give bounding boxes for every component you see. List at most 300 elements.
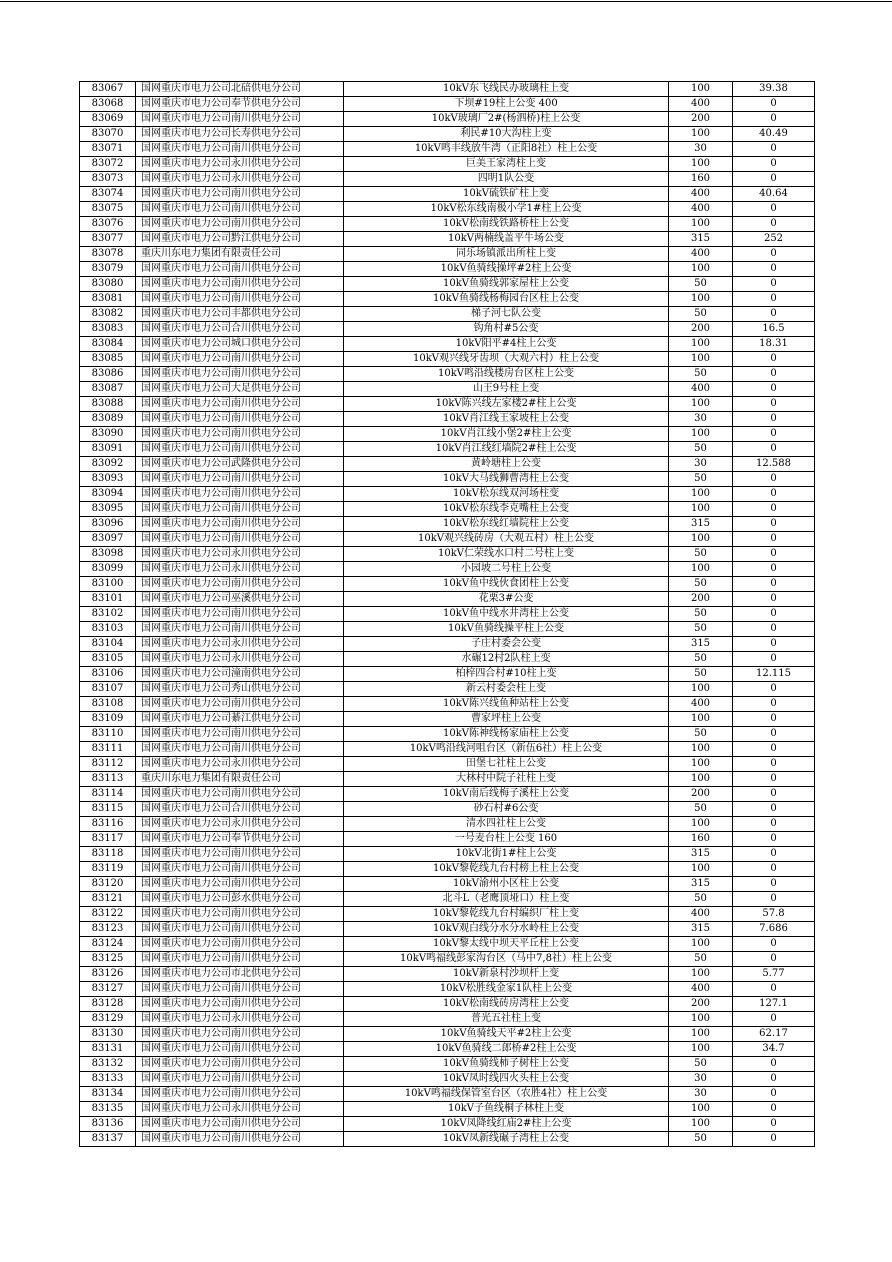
table-row	[80, 367, 815, 382]
company-cell: 国网重庆市电力公司綦江供电分公司	[136, 712, 344, 727]
value-cell: 0	[733, 382, 815, 397]
transformer-name-cell: 10kV黎乾线九台村榜上柱上公变	[344, 862, 669, 877]
row-id-cell: 83075	[80, 202, 136, 217]
row-id-cell: 83110	[80, 727, 136, 742]
value-cell: 0	[733, 247, 815, 262]
company-cell: 国网重庆市电力公司南川供电分公司	[136, 622, 344, 637]
company-cell: 国网重庆市电力公司长寿供电分公司	[136, 127, 344, 142]
capacity-cell: 50	[669, 727, 733, 742]
capacity-cell: 100	[669, 217, 733, 232]
transformer-name-cell: 10kV鸣福线彭家沟台区（马中7,8社）柱上公变	[344, 952, 669, 967]
table-row	[80, 472, 815, 487]
capacity-cell: 100	[669, 772, 733, 787]
value-cell: 0	[733, 772, 815, 787]
table-row	[80, 457, 815, 472]
table-row	[80, 112, 815, 127]
company-cell: 国网重庆市电力公司南川供电分公司	[136, 1072, 344, 1087]
company-cell: 国网重庆市电力公司永川供电分公司	[136, 157, 344, 172]
company-cell: 重庆川东电力集团有限责任公司	[136, 772, 344, 787]
company-cell: 国网重庆市电力公司市北供电分公司	[136, 967, 344, 982]
value-cell: 0	[733, 757, 815, 772]
company-cell: 国网重庆市电力公司永川供电分公司	[136, 1012, 344, 1027]
row-id-cell: 83094	[80, 487, 136, 502]
row-id-cell: 83109	[80, 712, 136, 727]
transformer-name-cell: 10kV鱼骑线杨梅园台区柱上公变	[344, 292, 669, 307]
table-row	[80, 142, 815, 157]
table-row	[80, 217, 815, 232]
table-row	[80, 1087, 815, 1102]
row-id-cell: 83119	[80, 862, 136, 877]
value-cell: 0	[733, 982, 815, 997]
company-cell: 国网重庆市电力公司南川供电分公司	[136, 997, 344, 1012]
transformer-name-cell: 10kV肖江线红墙院2#柱上公变	[344, 442, 669, 457]
table-row	[80, 1012, 815, 1027]
table-row	[80, 832, 815, 847]
value-cell: 0	[733, 547, 815, 562]
row-id-cell: 83134	[80, 1087, 136, 1102]
value-cell: 0	[733, 157, 815, 172]
capacity-cell: 30	[669, 457, 733, 472]
row-id-cell: 83079	[80, 262, 136, 277]
value-cell: 127.1	[733, 997, 815, 1012]
row-id-cell: 83106	[80, 667, 136, 682]
row-id-cell: 83077	[80, 232, 136, 247]
company-cell: 国网重庆市电力公司奉节供电分公司	[136, 97, 344, 112]
capacity-cell: 200	[669, 112, 733, 127]
capacity-cell: 100	[669, 292, 733, 307]
capacity-cell: 400	[669, 202, 733, 217]
company-cell: 国网重庆市电力公司南川供电分公司	[136, 847, 344, 862]
capacity-cell: 160	[669, 172, 733, 187]
capacity-cell: 400	[669, 187, 733, 202]
value-cell: 0	[733, 742, 815, 757]
company-cell: 国网重庆市电力公司巫溪供电分公司	[136, 592, 344, 607]
value-cell: 0	[733, 682, 815, 697]
transformer-name-cell: 10kV仁荣线水口村二号柱上变	[344, 547, 669, 562]
transformer-name-cell: 黄岭塘柱上公变	[344, 457, 669, 472]
company-cell: 国网重庆市电力公司南川供电分公司	[136, 1042, 344, 1057]
table-row	[80, 232, 815, 247]
value-cell: 0	[733, 1117, 815, 1132]
value-cell: 0	[733, 1102, 815, 1117]
transformer-name-cell: 10kV两楠线盖平牛场公变	[344, 232, 669, 247]
table-row	[80, 682, 815, 697]
value-cell: 0	[733, 472, 815, 487]
table-row	[80, 982, 815, 997]
value-cell: 0	[733, 952, 815, 967]
table-row	[80, 1117, 815, 1132]
capacity-cell: 30	[669, 1072, 733, 1087]
row-id-cell: 83118	[80, 847, 136, 862]
row-id-cell: 83116	[80, 817, 136, 832]
company-cell: 国网重庆市电力公司南川供电分公司	[136, 187, 344, 202]
value-cell: 0	[733, 1012, 815, 1027]
value-cell: 0	[733, 802, 815, 817]
capacity-cell: 50	[669, 652, 733, 667]
row-id-cell: 83081	[80, 292, 136, 307]
table-row	[80, 742, 815, 757]
company-cell: 国网重庆市电力公司南川供电分公司	[136, 1057, 344, 1072]
transformer-name-cell: 砂石村#6公变	[344, 802, 669, 817]
row-id-cell: 83102	[80, 607, 136, 622]
value-cell: 0	[733, 562, 815, 577]
capacity-cell: 315	[669, 637, 733, 652]
row-id-cell: 83104	[80, 637, 136, 652]
transformer-name-cell: 子庄村委会公变	[344, 637, 669, 652]
transformer-name-cell: 10kV大马线狮曹湾柱上公变	[344, 472, 669, 487]
table-body	[80, 82, 815, 1147]
transformer-name-cell: 下坝#19柱上公变 400	[344, 97, 669, 112]
capacity-cell: 200	[669, 787, 733, 802]
table-row	[80, 937, 815, 952]
capacity-cell: 50	[669, 1057, 733, 1072]
capacity-cell: 100	[669, 1027, 733, 1042]
value-cell: 0	[733, 502, 815, 517]
table-row	[80, 1132, 815, 1147]
company-cell: 国网重庆市电力公司南川供电分公司	[136, 697, 344, 712]
table-row	[80, 622, 815, 637]
value-cell: 0	[733, 352, 815, 367]
table-row	[80, 772, 815, 787]
table-row	[80, 97, 815, 112]
value-cell: 0	[733, 112, 815, 127]
value-cell: 12.588	[733, 457, 815, 472]
transformer-name-cell: 10kV鱼骑线天平#2柱上公变	[344, 1027, 669, 1042]
row-id-cell: 83096	[80, 517, 136, 532]
value-cell: 0	[733, 892, 815, 907]
company-cell: 国网重庆市电力公司秀山供电分公司	[136, 682, 344, 697]
capacity-cell: 50	[669, 622, 733, 637]
row-id-cell: 83095	[80, 502, 136, 517]
row-id-cell: 83086	[80, 367, 136, 382]
transformer-name-cell: 10kV松胜线金家1队柱上公变	[344, 982, 669, 997]
row-id-cell: 83100	[80, 577, 136, 592]
row-id-cell: 83120	[80, 877, 136, 892]
row-id-cell: 83089	[80, 412, 136, 427]
value-cell: 62.17	[733, 1027, 815, 1042]
capacity-cell: 100	[669, 397, 733, 412]
transformer-name-cell: 10kV陈神线杨家庙柱上公变	[344, 727, 669, 742]
capacity-cell: 400	[669, 97, 733, 112]
table-row	[80, 922, 815, 937]
row-id-cell: 83088	[80, 397, 136, 412]
table-row	[80, 652, 815, 667]
row-id-cell: 83111	[80, 742, 136, 757]
capacity-cell: 50	[669, 277, 733, 292]
value-cell: 0	[733, 397, 815, 412]
transformer-name-cell: 山王9号柱上变	[344, 382, 669, 397]
transformer-name-cell: 10kV鸣沿线楼房台区柱上公变	[344, 367, 669, 382]
row-id-cell: 83115	[80, 802, 136, 817]
transformer-name-cell: 10kV鸣福线保管室台区（农胜4社）柱上公变	[344, 1087, 669, 1102]
transformer-name-cell: 10kV陈兴线鱼种站柱上公变	[344, 697, 669, 712]
transformer-name-cell: 10kV松南线砖房湾柱上公变	[344, 997, 669, 1012]
company-cell: 国网重庆市电力公司南川供电分公司	[136, 352, 344, 367]
transformer-name-cell: 10kV陈兴线左家楼2#柱上公变	[344, 397, 669, 412]
capacity-cell: 160	[669, 832, 733, 847]
row-id-cell: 83073	[80, 172, 136, 187]
row-id-cell: 83123	[80, 922, 136, 937]
row-id-cell: 83097	[80, 532, 136, 547]
value-cell: 0	[733, 412, 815, 427]
row-id-cell: 83093	[80, 472, 136, 487]
value-cell: 0	[733, 517, 815, 532]
value-cell: 0	[733, 487, 815, 502]
table-row	[80, 1102, 815, 1117]
transformer-name-cell: 10kV鱼骑线柿子树柱上公变	[344, 1057, 669, 1072]
capacity-cell: 100	[669, 127, 733, 142]
capacity-cell: 100	[669, 532, 733, 547]
capacity-cell: 50	[669, 577, 733, 592]
value-cell: 18.31	[733, 337, 815, 352]
value-cell: 0	[733, 142, 815, 157]
transformer-name-cell: 10kV观兴线牙齿坝（大观六村）柱上公变	[344, 352, 669, 367]
value-cell: 0	[733, 577, 815, 592]
company-cell: 国网重庆市电力公司南川供电分公司	[136, 877, 344, 892]
value-cell: 0	[733, 1057, 815, 1072]
company-cell: 国网重庆市电力公司合川供电分公司	[136, 802, 344, 817]
capacity-cell: 100	[669, 1102, 733, 1117]
table-row	[80, 802, 815, 817]
value-cell: 0	[733, 367, 815, 382]
company-cell: 国网重庆市电力公司永川供电分公司	[136, 547, 344, 562]
table-row	[80, 502, 815, 517]
company-cell: 国网重庆市电力公司南川供电分公司	[136, 427, 344, 442]
capacity-cell: 400	[669, 247, 733, 262]
capacity-cell: 50	[669, 1132, 733, 1147]
row-id-cell: 83133	[80, 1072, 136, 1087]
capacity-cell: 100	[669, 262, 733, 277]
row-id-cell: 83101	[80, 592, 136, 607]
capacity-cell: 100	[669, 562, 733, 577]
value-cell: 0	[733, 1072, 815, 1087]
table-row	[80, 577, 815, 592]
company-cell: 国网重庆市电力公司永川供电分公司	[136, 652, 344, 667]
value-cell: 0	[733, 307, 815, 322]
company-cell: 国网重庆市电力公司南川供电分公司	[136, 952, 344, 967]
value-cell: 0	[733, 172, 815, 187]
row-id-cell: 83130	[80, 1027, 136, 1042]
company-cell: 国网重庆市电力公司南川供电分公司	[136, 787, 344, 802]
transformer-name-cell: 10kV松东线南极小学1#柱上公变	[344, 202, 669, 217]
table-row	[80, 382, 815, 397]
row-id-cell: 83084	[80, 337, 136, 352]
transformer-name-cell: 同乐场镇派出所柱上变	[344, 247, 669, 262]
company-cell: 国网重庆市电力公司永川供电分公司	[136, 817, 344, 832]
company-cell: 国网重庆市电力公司南川供电分公司	[136, 292, 344, 307]
row-id-cell: 83091	[80, 442, 136, 457]
company-cell: 国网重庆市电力公司黔江供电分公司	[136, 232, 344, 247]
company-cell: 国网重庆市电力公司彭水供电分公司	[136, 892, 344, 907]
capacity-cell: 30	[669, 412, 733, 427]
row-id-cell: 83105	[80, 652, 136, 667]
table-row	[80, 322, 815, 337]
capacity-cell: 30	[669, 1087, 733, 1102]
row-id-cell: 83108	[80, 697, 136, 712]
transformer-name-cell: 10kV凤降线红庙2#柱上公变	[344, 1117, 669, 1132]
table-row	[80, 517, 815, 532]
table-row	[80, 862, 815, 877]
capacity-cell: 100	[669, 502, 733, 517]
table-row	[80, 427, 815, 442]
transformer-name-cell: 小园坡二号柱上公变	[344, 562, 669, 577]
company-cell: 国网重庆市电力公司南川供电分公司	[136, 472, 344, 487]
value-cell: 0	[733, 442, 815, 457]
value-cell: 0	[733, 607, 815, 622]
transformer-name-cell: 田堡七社柱上公变	[344, 757, 669, 772]
value-cell: 0	[733, 727, 815, 742]
row-id-cell: 83117	[80, 832, 136, 847]
transformer-name-cell: 10kV鱼中线伙食团柱上公变	[344, 577, 669, 592]
company-cell: 国网重庆市电力公司武隆供电分公司	[136, 457, 344, 472]
value-cell: 0	[733, 1087, 815, 1102]
capacity-cell: 100	[669, 337, 733, 352]
company-cell: 重庆川东电力集团有限责任公司	[136, 247, 344, 262]
company-cell: 国网重庆市电力公司潼南供电分公司	[136, 667, 344, 682]
capacity-cell: 400	[669, 907, 733, 922]
company-cell: 国网重庆市电力公司南川供电分公司	[136, 1027, 344, 1042]
transformer-name-cell: 10kV鱼中线水井湾柱上公变	[344, 607, 669, 622]
capacity-cell: 400	[669, 697, 733, 712]
table-row	[80, 187, 815, 202]
row-id-cell: 83098	[80, 547, 136, 562]
capacity-cell: 100	[669, 742, 733, 757]
company-cell: 国网重庆市电力公司永川供电分公司	[136, 562, 344, 577]
company-cell: 国网重庆市电力公司南川供电分公司	[136, 577, 344, 592]
row-id-cell: 83076	[80, 217, 136, 232]
transformer-name-cell: 10kV北街1#柱上公变	[344, 847, 669, 862]
transformer-name-cell: 10kV松东线红墙院柱上公变	[344, 517, 669, 532]
table-row	[80, 562, 815, 577]
capacity-cell: 50	[669, 547, 733, 562]
table-row	[80, 247, 815, 262]
capacity-cell: 100	[669, 817, 733, 832]
capacity-cell: 50	[669, 472, 733, 487]
value-cell: 12.115	[733, 667, 815, 682]
table-row	[80, 817, 815, 832]
transformer-name-cell: 10kV子鱼线桐子林柱上变	[344, 1102, 669, 1117]
capacity-cell: 315	[669, 922, 733, 937]
transformer-name-cell: 10kV松南线铁路桥柱上公变	[344, 217, 669, 232]
table-row	[80, 412, 815, 427]
row-id-cell: 83121	[80, 892, 136, 907]
transformer-name-cell: 10kV南后线梅子溪柱上公变	[344, 787, 669, 802]
table-row	[80, 637, 815, 652]
value-cell: 0	[733, 937, 815, 952]
page-top-rule	[0, 1, 892, 2]
table-row	[80, 337, 815, 352]
transformer-name-cell: 10kV观兴线砖房（大观五村）柱上公变	[344, 532, 669, 547]
transformer-name-cell: 梯子河七队公变	[344, 307, 669, 322]
table-row	[80, 592, 815, 607]
capacity-cell: 50	[669, 667, 733, 682]
transformer-name-cell: 水碾12村2队柱上变	[344, 652, 669, 667]
row-id-cell: 83132	[80, 1057, 136, 1072]
table-row	[80, 127, 815, 142]
value-cell: 252	[733, 232, 815, 247]
value-cell: 16.5	[733, 322, 815, 337]
row-id-cell: 83136	[80, 1117, 136, 1132]
row-id-cell: 83131	[80, 1042, 136, 1057]
capacity-cell: 50	[669, 367, 733, 382]
table-row	[80, 307, 815, 322]
value-cell: 0	[733, 652, 815, 667]
capacity-cell: 400	[669, 382, 733, 397]
company-cell: 国网重庆市电力公司南川供电分公司	[136, 397, 344, 412]
company-cell: 国网重庆市电力公司南川供电分公司	[136, 442, 344, 457]
transformer-name-cell: 10kV鱼骑线操平柱上公变	[344, 622, 669, 637]
table-row	[80, 952, 815, 967]
capacity-cell: 100	[669, 352, 733, 367]
transformer-name-cell: 10kV黎太线中坝天平丘柱上公变	[344, 937, 669, 952]
transformer-name-cell: 柏梓四合村#10柱上变	[344, 667, 669, 682]
capacity-cell: 100	[669, 682, 733, 697]
transformer-name-cell: 10kV肖江线王家坡柱上公变	[344, 412, 669, 427]
company-cell: 国网重庆市电力公司永川供电分公司	[136, 172, 344, 187]
row-id-cell: 83080	[80, 277, 136, 292]
value-cell: 57.8	[733, 907, 815, 922]
transformer-name-cell: 10kV东飞线民办玻璃柱上变	[344, 82, 669, 97]
value-cell: 0	[733, 787, 815, 802]
row-id-cell: 83067	[80, 82, 136, 97]
transformer-name-cell: 10kV黎乾线九台村编织厂柱上变	[344, 907, 669, 922]
capacity-cell: 100	[669, 427, 733, 442]
company-cell: 国网重庆市电力公司南川供电分公司	[136, 742, 344, 757]
value-cell: 34.7	[733, 1042, 815, 1057]
capacity-cell: 100	[669, 1012, 733, 1027]
company-cell: 国网重庆市电力公司永川供电分公司	[136, 757, 344, 772]
table-row	[80, 1027, 815, 1042]
row-id-cell: 83127	[80, 982, 136, 997]
company-cell: 国网重庆市电力公司南川供电分公司	[136, 1117, 344, 1132]
table-row	[80, 202, 815, 217]
table-row	[80, 1072, 815, 1087]
company-cell: 国网重庆市电力公司南川供电分公司	[136, 727, 344, 742]
value-cell: 40.49	[733, 127, 815, 142]
row-id-cell: 83129	[80, 1012, 136, 1027]
company-cell: 国网重庆市电力公司合川供电分公司	[136, 322, 344, 337]
table-row	[80, 892, 815, 907]
capacity-cell: 100	[669, 712, 733, 727]
table-row	[80, 487, 815, 502]
company-cell: 国网重庆市电力公司永川供电分公司	[136, 637, 344, 652]
company-cell: 国网重庆市电力公司南川供电分公司	[136, 202, 344, 217]
row-id-cell: 83090	[80, 427, 136, 442]
capacity-cell: 315	[669, 517, 733, 532]
table-row	[80, 547, 815, 562]
value-cell: 0	[733, 97, 815, 112]
value-cell: 0	[733, 592, 815, 607]
company-cell: 国网重庆市电力公司大足供电分公司	[136, 382, 344, 397]
capacity-cell: 50	[669, 307, 733, 322]
table-row	[80, 262, 815, 277]
value-cell: 0	[733, 817, 815, 832]
transformer-name-cell: 利民#10大沟柱上变	[344, 127, 669, 142]
row-id-cell: 83092	[80, 457, 136, 472]
row-id-cell: 83070	[80, 127, 136, 142]
transformer-name-cell: 一号麦台柱上公变 160	[344, 832, 669, 847]
company-cell: 国网重庆市电力公司南川供电分公司	[136, 112, 344, 127]
value-cell: 0	[733, 862, 815, 877]
company-cell: 国网重庆市电力公司南川供电分公司	[136, 277, 344, 292]
table-row	[80, 907, 815, 922]
capacity-cell: 100	[669, 487, 733, 502]
row-id-cell: 83112	[80, 757, 136, 772]
value-cell: 7.686	[733, 922, 815, 937]
company-cell: 国网重庆市电力公司南川供电分公司	[136, 922, 344, 937]
transformer-name-cell: 10kV玻璃厂2#(杨泗桥)柱上公变	[344, 112, 669, 127]
company-cell: 国网重庆市电力公司永川供电分公司	[136, 1102, 344, 1117]
